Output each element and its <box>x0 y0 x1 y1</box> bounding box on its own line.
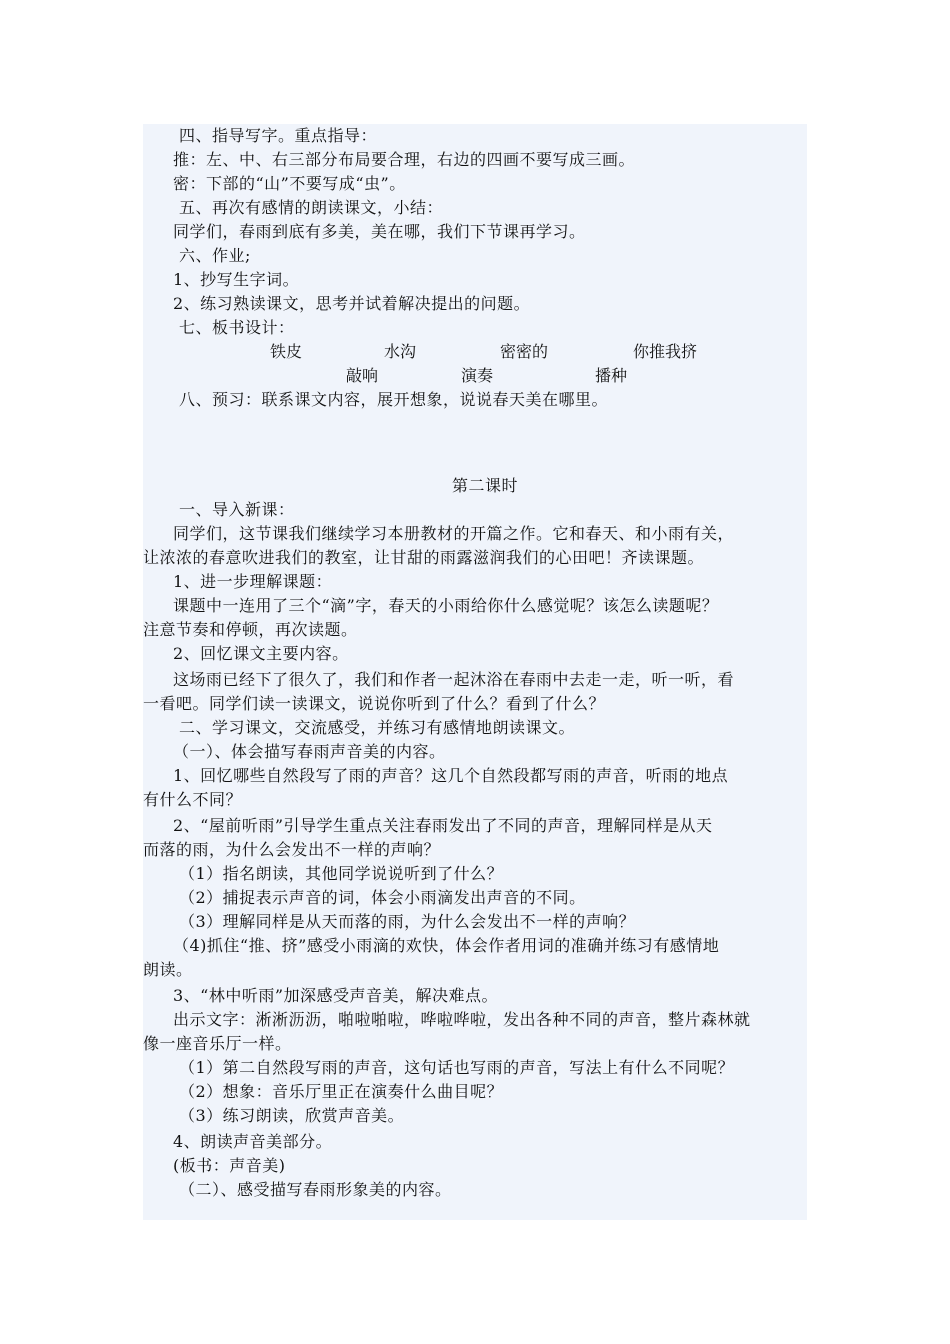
paragraph: 朗读。 <box>143 960 193 979</box>
list-item: （3）练习朗读，欣赏声音美。 <box>179 1106 405 1125</box>
section-heading-intro: 一、导入新课： <box>179 500 295 519</box>
section-heading-homework: 六、作业; <box>179 246 251 265</box>
list-item: （2）想象：音乐厅里正在演奏什么曲目呢？ <box>179 1082 504 1101</box>
paragraph: 推：左、中、右三部分布局要合理，右边的四画不要写成三画。 <box>173 150 636 169</box>
list-item: （4)抓住“推、挤”感受小雨滴的欢快，体会作者用词的准确并练习有感情地 <box>173 936 720 955</box>
list-item: （1）第二自然段写雨的声音，这句话也写雨的声音，写法上有什么不同呢？ <box>179 1058 735 1077</box>
board-word: 演奏 <box>461 366 494 385</box>
paragraph: 有什么不同？ <box>143 790 243 809</box>
paragraph: 出示文字：淅淅沥沥，啪啦啪啦，哗啦哗啦，发出各种不同的声音，整片森林就 <box>173 1010 751 1029</box>
paragraph: 像一座音乐厅一样。 <box>143 1034 292 1053</box>
paragraph: 2、“屋前听雨”引导学生重点关注春雨发出了不同的声音，理解同样是从天 <box>173 816 713 835</box>
list-item: （2）捕捉表示声音的词，体会小雨滴发出声音的不同。 <box>179 888 586 907</box>
paragraph: 课题中一连用了三个“滴”字，春天的小雨给你什么感觉呢？该怎么读题呢？ <box>173 596 719 615</box>
subheading: 3、“林中听雨”加深感受声音美，解决难点。 <box>173 986 499 1005</box>
subheading: 4、朗读声音美部分。 <box>173 1132 333 1151</box>
document-page <box>143 124 807 1220</box>
lesson-title: 第二课时 <box>452 476 519 495</box>
board-word: 你推我挤 <box>633 342 698 361</box>
section-heading-board-design: 七、板书设计： <box>179 318 295 337</box>
list-item: 2、练习熟读课文，思考并试着解决提出的问题。 <box>173 294 531 313</box>
section-heading-writing: 四、指导写字。重点指导： <box>179 126 378 145</box>
list-item: （3）理解同样是从天而落的雨，为什么会发出不一样的声响？ <box>179 912 636 931</box>
board-word: 密密的 <box>500 342 549 361</box>
subheading: 1、进一步理解课题： <box>173 572 333 591</box>
section-heading-summary: 五、再次有感情的朗读课文，小结： <box>179 198 444 217</box>
section-heading-preview: 八、预习：联系课文内容，展开想象，说说春天美在哪里。 <box>179 390 609 409</box>
paragraph: 同学们，春雨到底有多美，美在哪，我们下节课再学习。 <box>173 222 586 241</box>
board-note: (板书：声音美) <box>173 1156 286 1175</box>
list-item: （1）指名朗读，其他同学说说听到了什么？ <box>179 864 504 883</box>
paragraph: 同学们，这节课我们继续学习本册教材的开篇之作。它和春天、和小雨有关， <box>173 524 735 543</box>
board-word: 播种 <box>595 366 628 385</box>
paragraph: 1、回忆哪些自然段写了雨的声音？这几个自然段都写雨的声音，听雨的地点 <box>173 766 729 785</box>
board-word: 敲响 <box>346 366 379 385</box>
subheading: 2、回忆课文主要内容。 <box>173 644 349 663</box>
board-word: 铁皮 <box>270 342 303 361</box>
subheading: （一）、体会描写春雨声音美的内容。 <box>173 742 446 761</box>
list-item: 1、抄写生字词。 <box>173 270 300 289</box>
paragraph: 而落的雨，为什么会发出不一样的声响？ <box>143 840 441 859</box>
board-word: 水沟 <box>384 342 417 361</box>
paragraph: 注意节奏和停顿，再次读题。 <box>143 620 358 639</box>
paragraph: 这场雨已经下了很久了，我们和作者一起沐浴在春雨中去走一走，听一听，看 <box>173 670 735 689</box>
subheading: （二）、感受描写春雨形象美的内容。 <box>179 1180 452 1199</box>
paragraph: 让浓浓的春意吹进我们的教室，让甘甜的雨露滋润我们的心田吧！齐读课题。 <box>143 548 705 567</box>
paragraph: 一看吧。同学们读一读课文，说说你听到了什么？看到了什么？ <box>143 694 606 713</box>
section-heading-study: 二、学习课文，交流感受，并练习有感情地朗读课文。 <box>179 718 576 737</box>
paragraph: 密：下部的“山”不要写成“虫”。 <box>173 174 406 193</box>
